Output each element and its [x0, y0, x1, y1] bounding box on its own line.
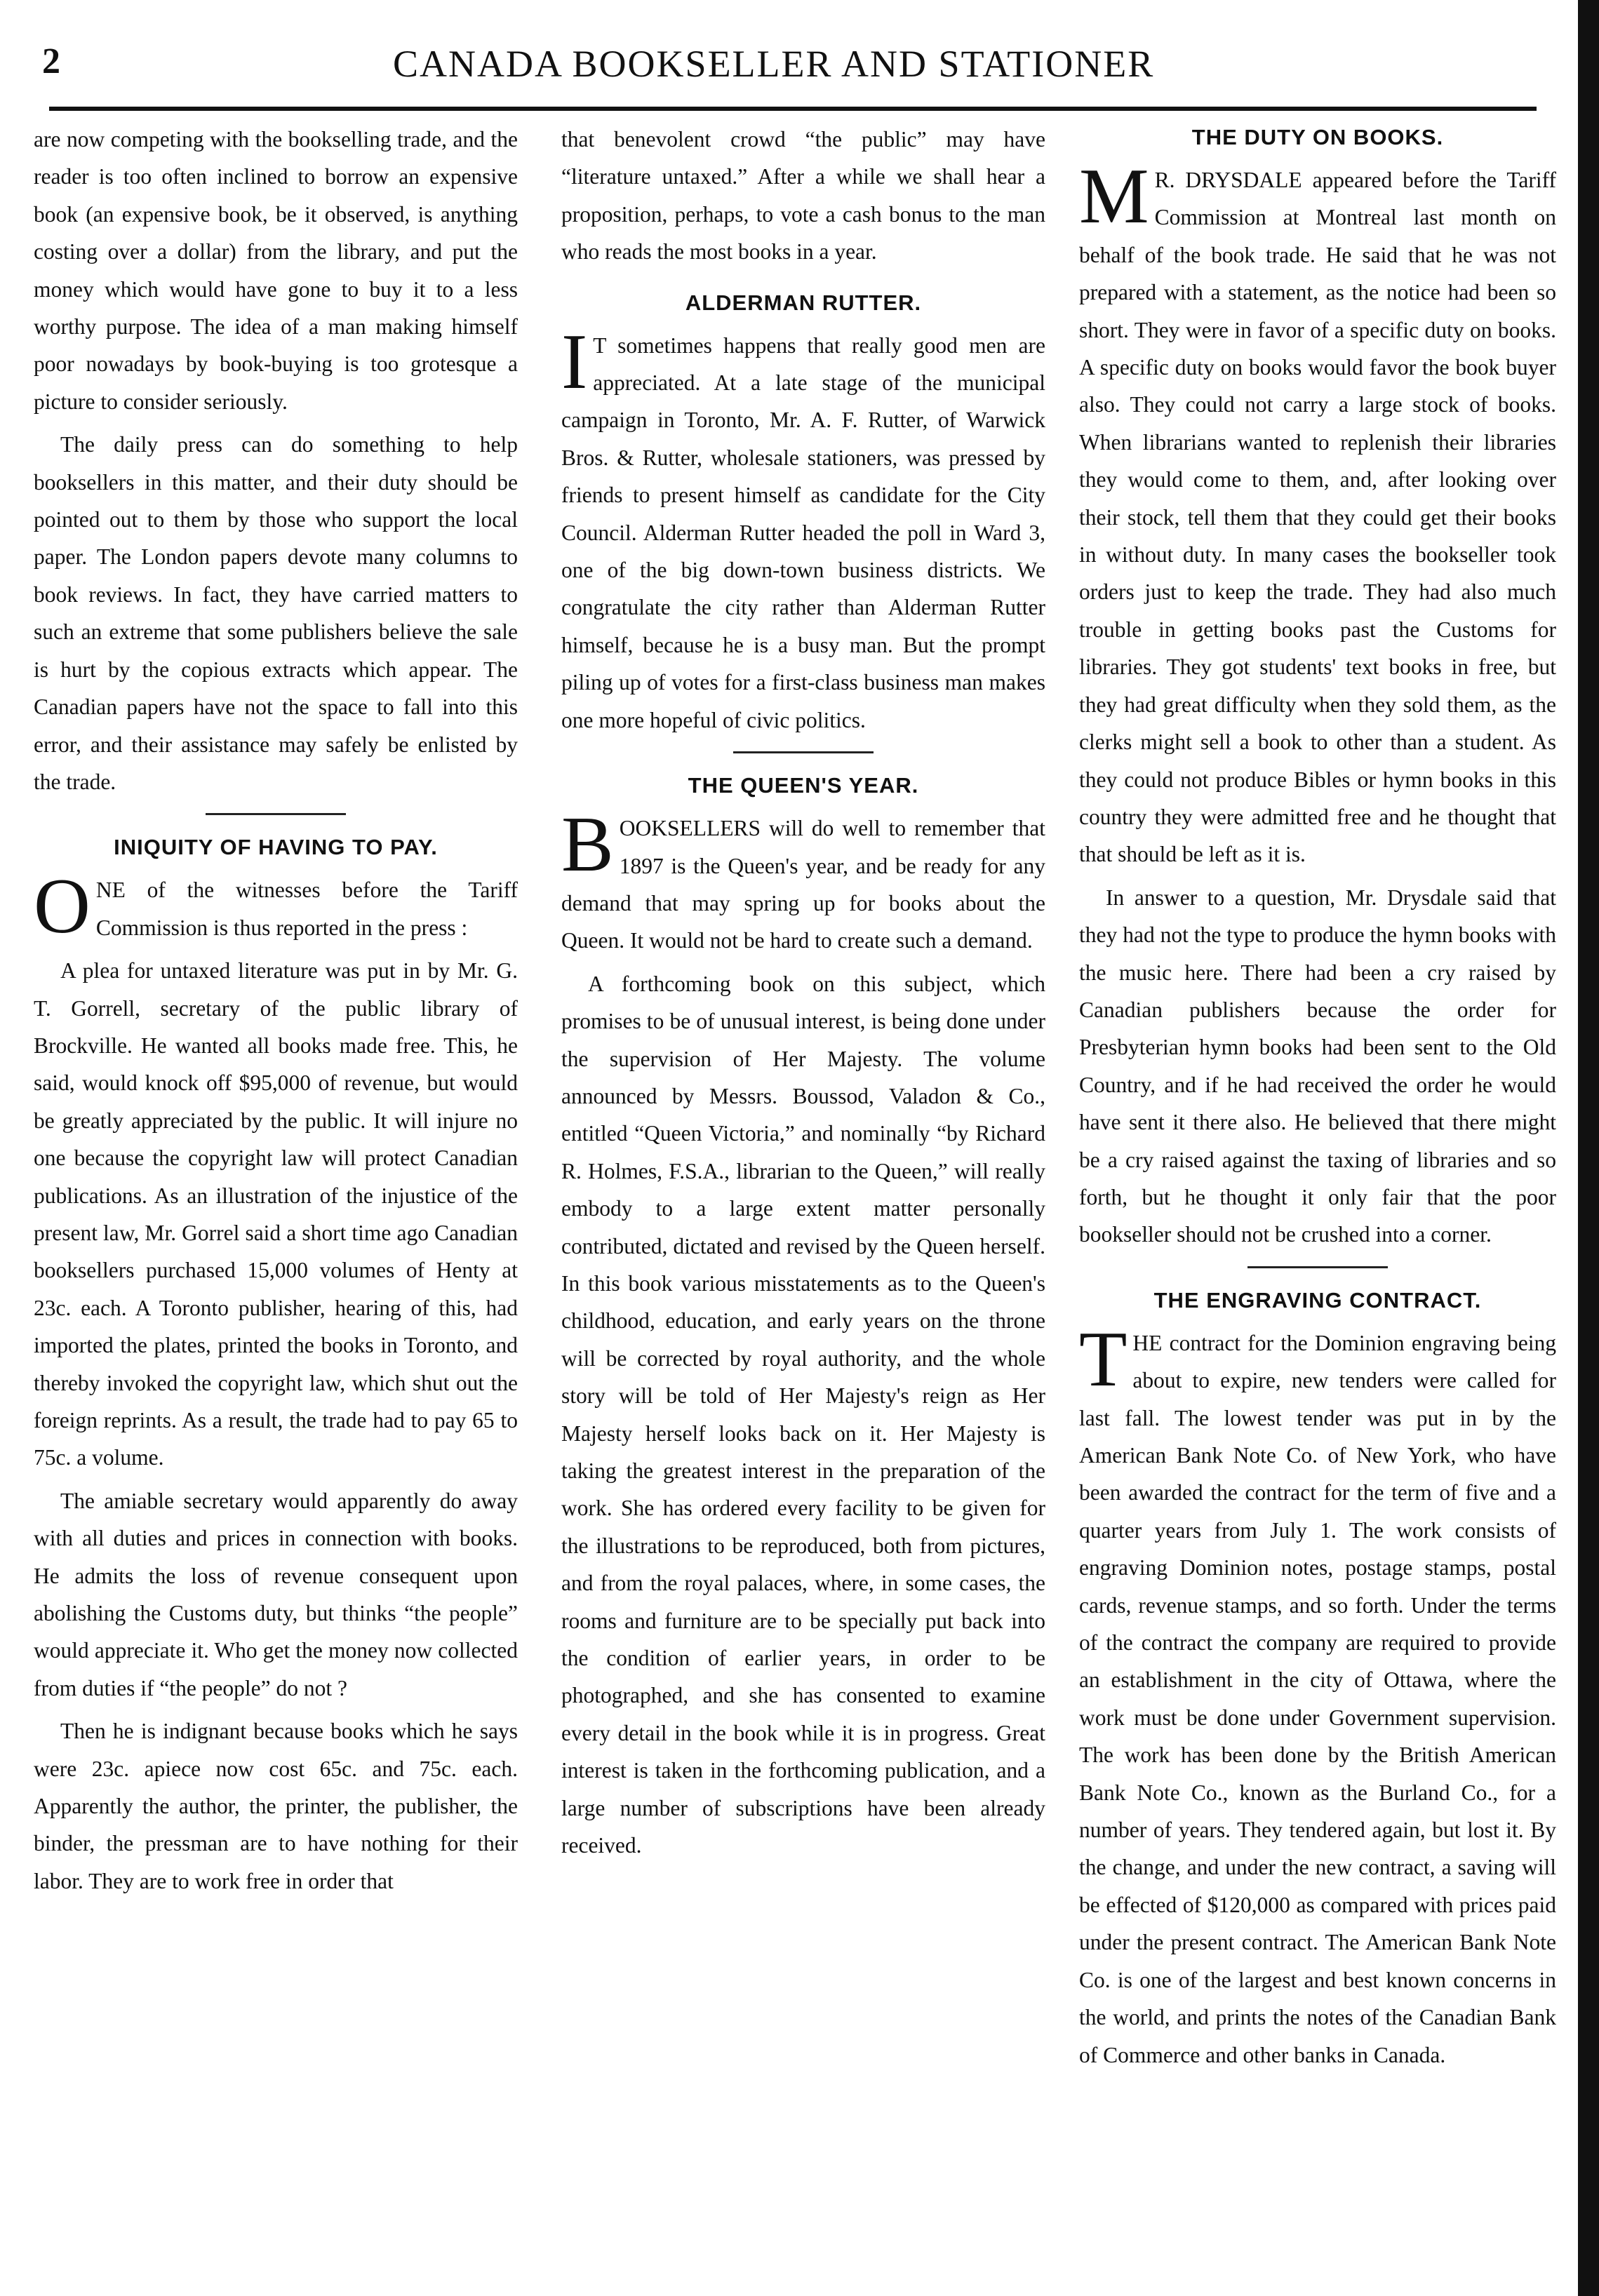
column-3: [1079, 121, 1556, 2079]
paragraph: [1079, 153, 1556, 873]
page-header: [0, 35, 1599, 91]
headline-queen: THE QUEEN'S YEAR.: [688, 773, 919, 798]
headline-duty: THE DUTY ON BOOKS.: [1191, 125, 1444, 149]
paragraph: A forthcoming book on this subject, which promises to be of unusual interest, is being done under the supervision of Her Majesty. The volume announced by Messrs. Boussod, Valadon & Co., entitled “Queen Victoria,” and nominally “by Richard R. Holmes, F.S.A., librarian to the Queen,” will really embody to a large extent matter personally contributed, dictated and revised by the Queen herself. In this book various misstatements as to the Queen's childhood, education, and early years on the throne will be corrected by royal authority, and the whole story will be told of Her Majesty's reign as Her Majesty herself looks back on it. Her Majesty is taking the greatest interest in the preparation of the work. She has ordered every facility to be given for the illustrations to be reproduced, both from pictures, and from the royal palaces, where, in some cases, the rooms and furniture are to be specially put back into the condition of earlier years, in order to be photographed, and she has consented to examine every detail in the book while it is in progress. Great interest is taken in the forthcoming publication, and a large number of subscriptions have been already received.: [561, 971, 1045, 1858]
paragraph: A plea for untaxed literature was put in by Mr. G. T. Gorrell, secretary of the public library of Brockville. He wanted all books made free. This, he said, would knock off $95,000 of revenue, but would be greatly appreciated by the public. It will injure no one because the copyright law will protect Canadian publications. As an illustration of the injustice of the present law, Mr. Gorrel said a short time ago Canadian booksellers purchased 15,000 volumes of Henty at 23c. each. A Toronto publisher, hearing of this, had imported the plates, printed the books in Toronto, and thereby invoked the copyright law, which shut out the foreign reprints. As a result, the trade had to pay 65 to 75c. a volume.: [34, 958, 518, 1470]
section-divider: [206, 813, 346, 815]
paragraph: Then he is indignant because books which he says were 23c. apiece now cost 65c. and 75c. each. Apparently the author, the printer, the publisher, the binder, the pressman are to have nothing for their labor. They are to work free in order that: [34, 1719, 518, 1893]
headline-iniquity: INIQUITY OF HAVING TO PAY.: [114, 835, 438, 860]
headline-engraving: THE ENGRAVING CONTRACT.: [1153, 1287, 1482, 1313]
paragraph: [1079, 1315, 1556, 2074]
column-2: [561, 121, 1045, 1869]
paragraph-text: T sometimes happens that really good men are appreciated. At a late stage of the municipal campaign in Toronto, Mr. A. F. Rutter, of Warwick Bros. & Rutter, wholesale stationers, was pressed by friends to present himself as candidate for the City Council. Alderman Rutter headed the poll in Ward 3, one of the big down-town business districts. We congratulate the city rather than Alderman Rutter himself, because he is a busy man. But the prompt piling up of votes for a first-class business man makes one more hopeful of civic politics.: [561, 333, 1045, 732]
section-divider: [733, 751, 874, 753]
paragraph-text: HE contract for the Dominion engraving being about to expire, new tenders were called for last fall. The lowest tender was put in by the American Bank Note Co. of New York, who have been awarded the contract for the term of five and a quarter years from July 1. The work consists of engraving Dominion notes, postage stamps, postal cards, revenue stamps, and so forth. Under the terms of the contract the company are required to provide an establishment in the city of Ottawa, where the work must be done under Government supervision. The work has been done by the British American Bank Note Co., known as the Burland Co., for a number of years. They tendered again, but lost it. By the change, and under the new contract, a saving will be effected of $120,000 as compared with prices paid under the present contract. The American Bank Note Co. is one of the largest and best known concerns in the world, and prints the notes of the Canadian Bank of Commerce and other banks in Canada.: [1079, 1330, 1556, 2067]
column-1: [34, 121, 518, 1905]
paragraph: In answer to a question, Mr. Drysdale said that they had not the type to produce the hymn books with the music here. There had been a cry raised by Canadian publishers because the order for Presbyterian hymn books had been sent to the Old Country, and if he had received the order he would have sent it there also. He believed that there might be a cry raised against the taxing of libraries and so forth, but he thought it only fair that the poor bookseller should not be crushed into a corner.: [1079, 885, 1556, 1247]
drop-cap: I: [561, 318, 588, 405]
paragraph: [561, 801, 1045, 960]
paragraph: are now competing with the bookselling trade, and the reader is too often inclined to borrow an expensive book (an expensive book, be it observed, is anything costing over a dollar) from the library, and put the money which would have gone to buy it to a less worthy purpose. The idea of a man making himself poor nowadays by book-buying is too grotesque a picture to consider seriously.: [34, 127, 518, 414]
section-divider: [1247, 1266, 1388, 1268]
headline-rutter: ALDERMAN RUTTER.: [685, 290, 922, 315]
paragraph-text: NE of the witnesses before the Tariff Commission is thus reported in the press :: [95, 878, 518, 940]
paragraph-text: R. DRYSDALE appeared before the Tariff Commission at Montreal last month on behalf of the book trade. He said that he was not prepared with a statement, as the notice had been so short. They were in favor of a specific duty on books. A specific duty on books would favor the book buyer also. They could not carry a large stock of books. When librarians wanted to replenish their libraries they would come to them, and, after looking over their stock, tell them that they could get their books in without duty. In many cases the bookseller took orders just to keep the trade. They had also much trouble in getting books past the Customs for libraries. They got students' text books in free, but they had great difficulty when they sold them, as the clerks might sell a book to other than a student. As they could not produce Bibles or hymn books in this country they were admitted free and he thought that that should be left as it is.: [1079, 168, 1556, 867]
paragraph-text: OOKSELLERS will do well to remember that 1897 is the Queen's year, and be ready for any demand that may spring up for books about the Queen. It would not be hard to create such a demand.: [561, 816, 1045, 953]
drop-cap: M: [1079, 153, 1149, 240]
paragraph: [561, 318, 1045, 739]
drop-cap: T: [1079, 1315, 1128, 1403]
paragraph: [34, 863, 518, 951]
header-rule: [49, 107, 1537, 111]
paragraph: The daily press can do something to help booksellers in this matter, and their duty should be pointed out to them by those who support the local paper. The London papers devote many columns to book reviews. In fact, they have carried matters to such an extreme that some publishers believe the sale is hurt by the copious extracts which appear. The Canadian papers have not the space to fall into this error, and their assistance may safely be enlisted by the trade.: [34, 432, 518, 794]
journal-title: CANADA BOOKSELLER AND STATIONER: [393, 43, 1155, 85]
scan-edge: [1578, 0, 1599, 2296]
paragraph: The amiable secretary would apparently do away with all duties and prices in connection with books. He admits the loss of revenue consequent upon abolishing the Customs duty, but thinks “the people” would appreciate it. Who get the money now collected from duties if “the people” do not ?: [34, 1488, 518, 1700]
paragraph: that benevolent crowd “the public” may have “literature untaxed.” After a while we shall hear a proposition, perhaps, to vote a cash bonus to the man who reads the most books in a year.: [561, 127, 1045, 264]
drop-cap: B: [561, 801, 614, 889]
page-number: 2: [42, 41, 60, 81]
drop-cap: O: [34, 863, 91, 951]
